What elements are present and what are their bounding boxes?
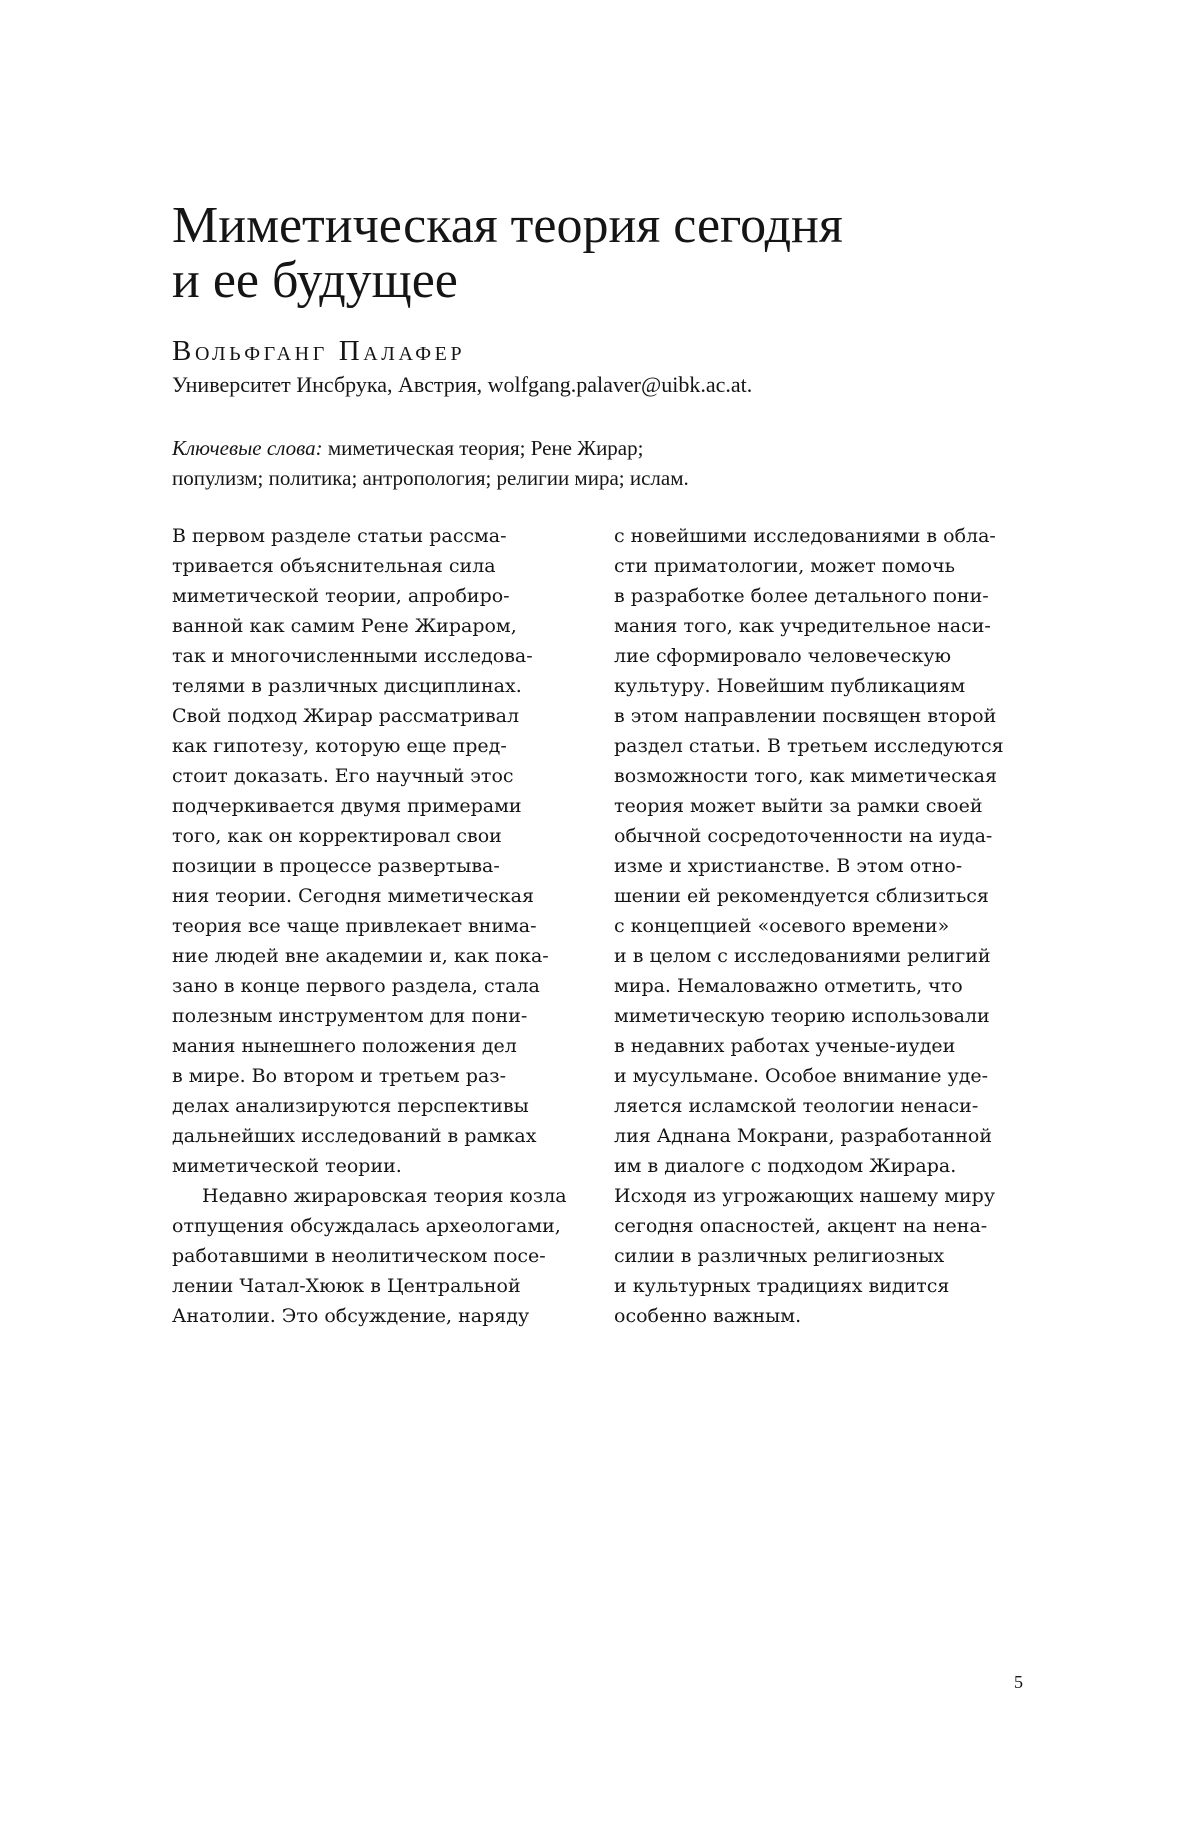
text-line: ния теории. Сегодня миметическая: [172, 885, 534, 907]
text-line: зано в конце первого раздела, стала: [172, 975, 540, 997]
text-line: лия Аднана Мокрани, разработанной: [614, 1125, 993, 1147]
page-number: 5: [1014, 1672, 1023, 1692]
text-line: Исходя из угрожающих нашему миру: [614, 1185, 996, 1207]
text-line: и мусульмане. Особое внимание уде-: [614, 1065, 989, 1087]
text-line: в недавних работах ученые-иудеи: [614, 1035, 956, 1057]
text-line: работавшими в неолитическом посе-: [172, 1245, 546, 1267]
text-line: Анатолии. Это обсуждение, наряду: [172, 1305, 530, 1327]
text-line: сегодня опасностей, акцент на нена-: [614, 1215, 988, 1237]
text-line: тривается объяснительная сила: [172, 555, 496, 577]
text-line: так и многочисленными исследова-: [172, 645, 533, 667]
text-line: силии в различных религиозных: [614, 1245, 945, 1267]
text-line: миметической теории, апробиро-: [172, 585, 510, 607]
text-line: обычной сосредоточенности на иуда-: [614, 825, 993, 847]
text-line: и культурных традициях видится: [614, 1275, 950, 1297]
text-line: мания нынешнего положения дел: [172, 1035, 517, 1057]
text-line: ванной как самим Рене Жираром,: [172, 615, 517, 637]
text-line: дальнейших исследований в рамках: [172, 1125, 537, 1147]
keywords-values-1: миметическая теория; Рене Жирар;: [322, 436, 644, 460]
keywords-line-1: [172, 433, 689, 463]
abstract-column-left: [172, 521, 592, 1331]
text-line: и в целом с исследованиями религий: [614, 945, 991, 967]
text-line: лении Чатал-Хююк в Центральной: [172, 1275, 521, 1297]
text-line: возможности того, как миметическая: [614, 765, 997, 787]
text-line: телями в различных дисциплинах.: [172, 675, 522, 697]
article-title: [172, 198, 972, 308]
text-line: Недавно жираровская теория козла: [202, 1185, 567, 1207]
text-line: делах анализируются перспективы: [172, 1095, 529, 1117]
text-line: ляется исламской теологии ненаси-: [614, 1095, 979, 1117]
text-line: с новейшими исследованиями в обла-: [614, 525, 996, 547]
text-line: теория все чаще привлекает внима-: [172, 915, 537, 937]
text-line: особенно важным.: [614, 1305, 802, 1327]
keywords-line-2: популизм; политика; антропология; религии мира; ислам.: [172, 466, 689, 490]
text-line: отпущения обсуждалась археологами,: [172, 1215, 561, 1237]
title-line-2: и ее будущее: [172, 252, 458, 309]
text-line: раздел статьи. В третьем исследуются: [614, 735, 1004, 757]
text-line: им в диалоге с подходом Жирара.: [614, 1155, 957, 1177]
text-line: сти приматологии, может помочь: [614, 555, 955, 577]
abstract-column-right: [614, 521, 1034, 1331]
text-line: как гипотезу, которую еще пред-: [172, 735, 507, 757]
text-line: шении ей рекомендуется сблизиться: [614, 885, 989, 907]
text-line: миметической теории.: [172, 1155, 402, 1177]
text-line: стоит доказать. Его научный этос: [172, 765, 514, 787]
keywords-label: Ключевые слова:: [172, 436, 323, 460]
text-line: В первом разделе статьи рассма-: [172, 525, 507, 547]
text-line: того, как он корректировал свои: [172, 825, 502, 847]
text-line: позиции в процессе развертыва-: [172, 855, 500, 877]
text-line: теория может выйти за рамки своей: [614, 795, 983, 817]
author-name: Вольфганг Палафер: [172, 335, 466, 367]
text-line: изме и христианстве. В этом отно-: [614, 855, 963, 877]
text-line: Свой подход Жирар рассматривал: [172, 705, 520, 727]
text-line: в этом направлении посвящен второй: [614, 705, 997, 727]
text-line: полезным инструментом для пони-: [172, 1005, 528, 1027]
text-line: культуру. Новейшим публикациям: [614, 675, 966, 697]
text-line: лие сформировало человеческую: [614, 645, 952, 667]
text-line: в разработке более детального пони-: [614, 585, 989, 607]
text-line: миметическую теорию использовали: [614, 1005, 990, 1027]
title-line-1: Миметическая теория сегодня: [172, 197, 843, 254]
text-line: подчеркивается двумя примерами: [172, 795, 522, 817]
text-line: ние людей вне академии и, как пока-: [172, 945, 549, 967]
keywords: [172, 433, 689, 493]
text-line: мания того, как учредительное наси-: [614, 615, 991, 637]
text-line: мира. Немаловажно отметить, что: [614, 975, 963, 997]
author-affiliation: Университет Инсбрука, Австрия, wolfgang.palaver@uibk.ac.at.: [172, 372, 753, 397]
text-line: с концепцией «осевого времени»: [614, 915, 950, 937]
text-line: в мире. Во втором и третьем раз-: [172, 1065, 506, 1087]
